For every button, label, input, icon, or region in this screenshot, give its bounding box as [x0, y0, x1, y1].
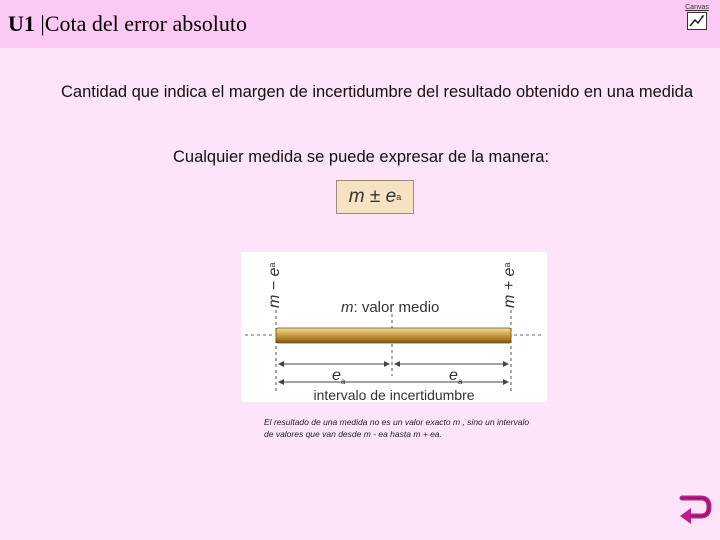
interval-label: intervalo de incertidumbre [313, 387, 475, 402]
left-ea-label: $e_a$ [332, 367, 346, 386]
slide-title-text: |Cota del error absoluto [40, 11, 248, 36]
slide-title [8, 11, 247, 37]
canvas-button[interactable] [684, 4, 710, 36]
definition-text: Cantidad que indica el margen de incertidumbre del resultado obtenido en una medida [61, 83, 694, 101]
formula-subscript: a [396, 192, 402, 202]
return-arrow-icon [676, 492, 712, 526]
diagram-caption: El resultado de una medida no es un valor exacto m , sino un intervalo de valores que van desde m - ea hasta m + ea. [264, 417, 530, 439]
canvas-button-label: Canvas [685, 4, 709, 11]
intro-text: Cualquier medida se puede expresar de la manera: [173, 148, 550, 166]
formula-box [336, 180, 414, 214]
return-button[interactable] [676, 492, 712, 526]
diagram-svg [241, 252, 547, 402]
lower-limit-label: $m - e^a$ [266, 262, 283, 308]
uncertainty-diagram [241, 252, 547, 402]
upper-limit-label: $m + e^a$ [501, 262, 518, 308]
formula-main: m ± e [348, 186, 397, 207]
title-bar [0, 0, 720, 48]
canvas-icon [687, 12, 707, 30]
right-ea-label: $e_a$ [449, 367, 463, 386]
slide-title-number: U1 [8, 11, 35, 36]
interval-bar [276, 328, 511, 343]
mean-value-label: m: valor medio [341, 299, 440, 316]
